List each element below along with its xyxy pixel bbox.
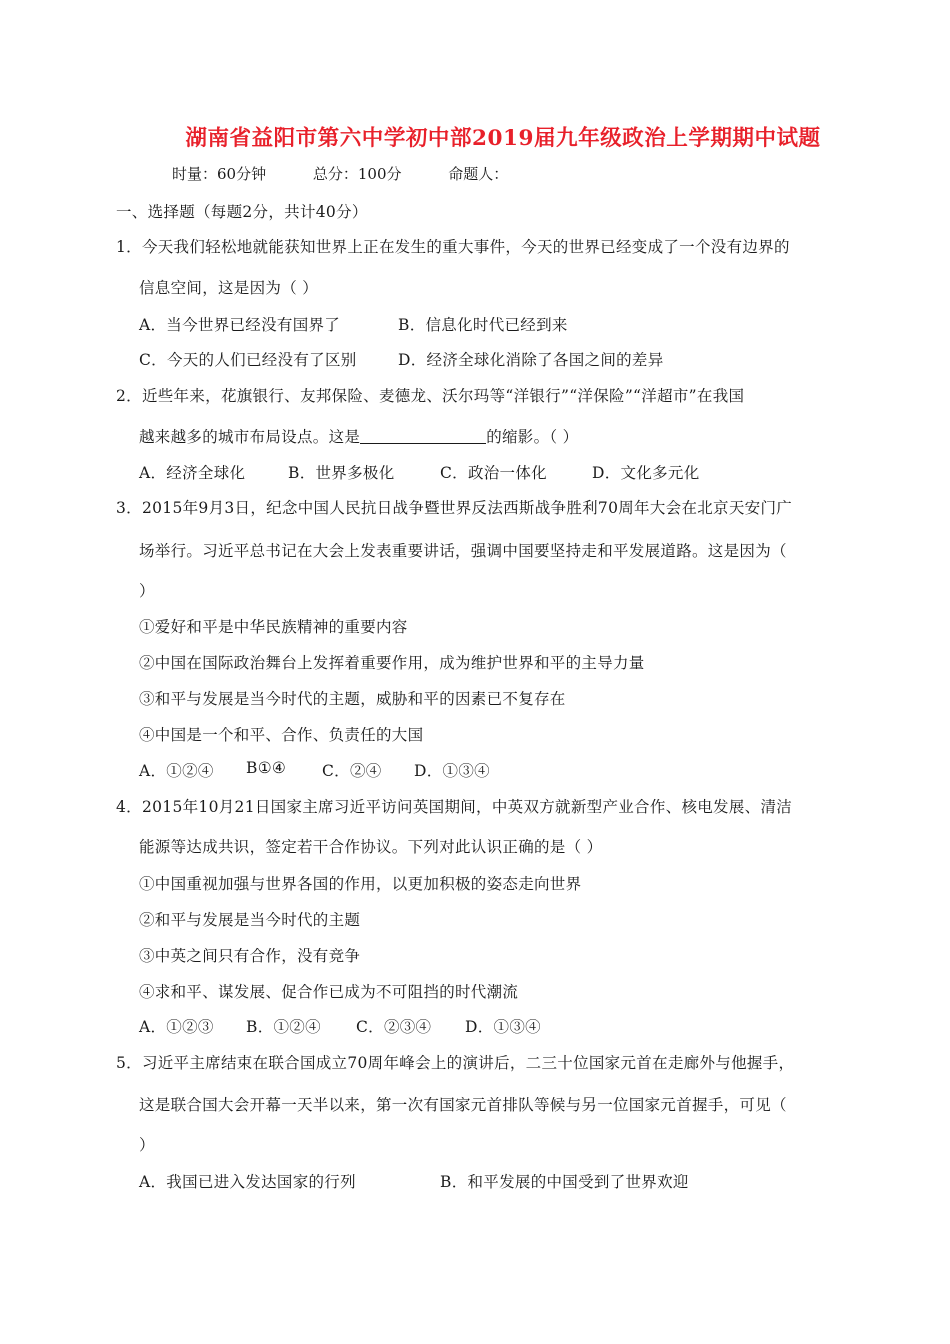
- q3-stem-line2: 场举行。习近平总书记在大会上发表重要讲话，强调中国要坚持走和平发展道路。这是因为（: [139, 542, 787, 560]
- q1-option-b: B．信息化时代已经到来: [398, 316, 568, 334]
- q4-statement-1: ①中国重视加强与世界各国的作用，以更加积极的姿态走向世界: [139, 875, 582, 893]
- q5-option-b: B．和平发展的中国受到了世界欢迎: [440, 1173, 689, 1191]
- q3-statement-3: ③和平与发展是当今时代的主题，威胁和平的因素已不复存在: [139, 690, 566, 708]
- section-heading: 一、选择题（每题2分，共计40分）: [116, 203, 368, 221]
- q3-statement-1: ①爱好和平是中华民族精神的重要内容: [139, 618, 408, 636]
- q3-statement-2: ②中国在国际政治舞台上发挥着重要作用，成为维护世界和平的主导力量: [139, 654, 645, 672]
- exam-meta: [172, 163, 550, 184]
- q3-option-b: B①④: [246, 759, 287, 777]
- q3-option-a: A．①②④: [139, 762, 214, 780]
- q4-option-b: B．①②④: [246, 1018, 321, 1036]
- q4-stem-line1: 4．2015年10月21日国家主席习近平访问英国期间，中英双方就新型产业合作、核电发展、清洁: [116, 798, 793, 816]
- exam-author: 命题人：: [448, 165, 509, 183]
- q5-option-a: A．我国已进入发达国家的行列: [139, 1173, 356, 1191]
- q3-statement-4: ④中国是一个和平、合作、负责任的大国: [139, 726, 424, 744]
- q4-option-d: D．①③④: [465, 1018, 541, 1036]
- q1-option-d: D．经济全球化消除了各国之间的差异: [398, 351, 664, 369]
- q2-option-b: B．世界多极化: [288, 464, 395, 482]
- exam-time: 时量：60分钟: [172, 165, 267, 183]
- q5-stem-line1: 5．习近平主席结束在联合国成立70周年峰会上的演讲后，二三十位国家元首在走廊外与他握手，: [116, 1054, 795, 1072]
- q3-option-d: D．①③④: [414, 762, 490, 780]
- q4-statement-3: ③中英之间只有合作，没有竞争: [139, 947, 361, 965]
- q4-statement-2: ②和平与发展是当今时代的主题: [139, 911, 361, 929]
- q1-option-a: A．当今世界已经没有国界了: [139, 316, 341, 334]
- q1-stem-line1: 1．今天我们轻松地就能获知世界上正在发生的重大事件，今天的世界已经变成了一个没有边界的: [116, 238, 790, 256]
- q2-option-a: A．经济全球化: [139, 464, 246, 482]
- q1-option-c: C．今天的人们已经没有了区别: [139, 351, 357, 369]
- q2-stem-part1: 越来越多的城市布局设点。这是: [139, 428, 361, 446]
- q4-option-a: A．①②③: [139, 1018, 214, 1036]
- document-title: 湖南省益阳市第六中学初中部2019届九年级政治上学期期中试题: [185, 126, 821, 151]
- q2-option-d: D．文化多元化: [592, 464, 700, 482]
- q2-stem-line1: 2．近些年来，花旗银行、友邦保险、麦德龙、沃尔玛等“洋银行”“洋保险”“洋超市”在我国: [116, 387, 745, 405]
- q2-stem-part2: 的缩影。（ ）: [486, 428, 579, 446]
- exam-score: 总分：100分: [312, 165, 402, 183]
- q5-stem-line3: ）: [139, 1136, 155, 1154]
- q4-option-c: C．②③④: [356, 1018, 432, 1036]
- fill-in-blank: [360, 429, 486, 444]
- q2-stem-line2: [139, 425, 578, 447]
- q2-option-c: C．政治一体化: [440, 464, 547, 482]
- q5-stem-line2: 这是联合国大会开幕一天半以来，第一次有国家元首排队等候与另一位国家元首握手，可见（: [139, 1096, 787, 1114]
- q3-stem-line3: ）: [139, 582, 155, 600]
- q3-stem-line1: 3．2015年9月3日，纪念中国人民抗日战争暨世界反法西斯战争胜利70周年大会在北京天安门广: [116, 499, 793, 517]
- q1-stem-line2: 信息空间，这是因为（ ）: [139, 279, 319, 297]
- q4-stem-line2: 能源等达成共识，签定若干合作协议。下列对此认识正确的是（ ）: [139, 838, 603, 856]
- q3-option-c: C．②④: [322, 762, 382, 780]
- q4-statement-4: ④求和平、谋发展、促合作已成为不可阻挡的时代潮流: [139, 983, 519, 1001]
